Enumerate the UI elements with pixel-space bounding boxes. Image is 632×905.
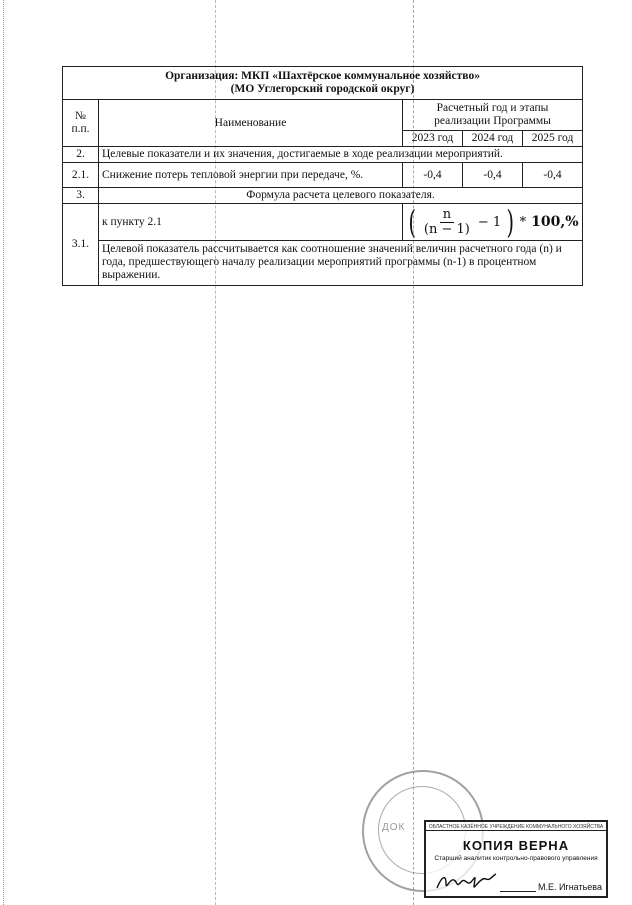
column-year-header: 2023 год <box>403 131 463 147</box>
column-number-header: № п.п. <box>63 100 99 147</box>
formula <box>403 205 582 239</box>
column-name-header: Наименование <box>99 100 403 147</box>
column-year-header: 2024 год <box>463 131 523 147</box>
table-row-section-3 <box>63 188 583 204</box>
table-header-org <box>63 67 583 100</box>
formula-cell <box>403 204 583 241</box>
formula-reference: к пункту 2.1 <box>99 204 403 241</box>
formula-denominator: (n − 1) <box>423 221 470 237</box>
row-number: 2. <box>63 147 99 163</box>
column-period-header: Расчетный год и этапы реализации Программы <box>403 100 583 131</box>
table-row-3-1-description <box>63 241 583 286</box>
indicator-value-2024: -0,4 <box>463 163 523 188</box>
certified-copy-stamp <box>424 820 608 898</box>
row-number: 3. <box>63 188 99 204</box>
formula-percent: 100,% <box>531 213 579 230</box>
formula-description: Целевой показатель рассчитывается как соотношение значений величин расчетного года (n) и года, предшествующего началу реализации мероприятий программы (n-1) в процентном выражении. <box>99 241 583 286</box>
organization-title: Организация: МКП «Шахтёрское коммунальное хозяйство» <box>165 70 480 82</box>
column-year-header: 2025 год <box>523 131 583 147</box>
scan-artifact-line <box>3 0 4 905</box>
stamp-signature-row <box>434 870 602 892</box>
seal-lettering: ДОК <box>382 822 406 833</box>
section-title: Формула расчета целевого показателя. <box>99 188 583 204</box>
close-paren-glyph: ) <box>506 203 515 241</box>
organization-header <box>63 67 583 100</box>
formula-numerator: n <box>440 208 454 223</box>
table-row-3-1-formula <box>63 204 583 241</box>
row-number: 2.1. <box>63 163 99 188</box>
handwritten-signature <box>434 870 498 892</box>
table-row-2-1 <box>63 163 583 188</box>
indicator-name: Снижение потерь тепловой энергии при передаче, %. <box>99 163 403 188</box>
section-title: Целевые показатели и их значения, достигаемые в ходе реализации мероприятий. <box>99 147 583 163</box>
stamp-organization: ОБЛАСТНОЕ КАЗЁННОЕ УЧРЕЖДЕНИЕ КОММУНАЛЬНОГО ХОЗЯЙСТВА <box>426 822 606 831</box>
table-header-row <box>63 100 583 131</box>
signature-line <box>500 881 536 892</box>
row-number: 3.1. <box>63 204 99 286</box>
stamp-position: Старший аналитик контрольно-правового управления <box>434 855 598 862</box>
formula-times: * <box>519 214 527 230</box>
formula-fraction <box>421 208 473 237</box>
formula-minus-one: − 1 <box>477 214 502 230</box>
indicator-value-2023: -0,4 <box>403 163 463 188</box>
stamp-title: КОПИЯ ВЕРНА <box>462 838 570 853</box>
target-indicators-table <box>62 66 583 286</box>
municipality-title: (МО Углегорский городской округ) <box>230 83 415 95</box>
open-paren-glyph: ( <box>408 203 417 241</box>
stamp-signatory-name: М.Е. Игнатьева <box>537 882 602 892</box>
indicator-value-2025: -0,4 <box>523 163 583 188</box>
table-row-section-2 <box>63 147 583 163</box>
